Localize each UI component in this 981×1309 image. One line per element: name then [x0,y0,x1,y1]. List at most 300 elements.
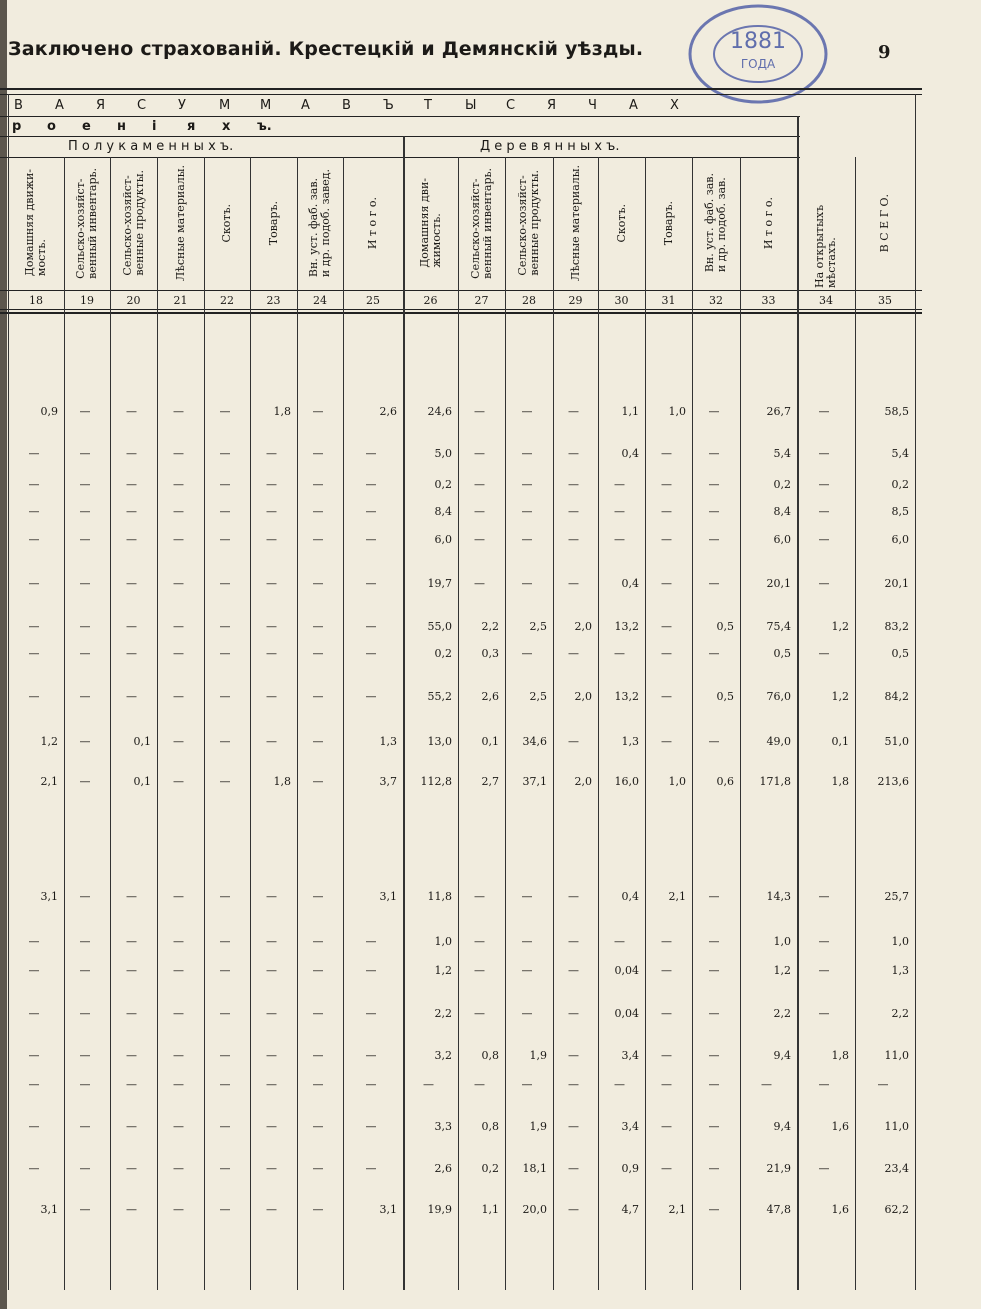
table-cell: 1,8 [831,1049,849,1062]
table-cell: — [79,1049,91,1062]
table-cell: — [28,577,40,590]
table-cell: 1,0 [434,935,452,948]
table-cell: 2,0 [574,620,592,633]
table-cell: — [126,1049,137,1062]
table-cell: — [661,478,672,491]
column-header-label: Домашняя движи- мость. [23,169,48,277]
column-divider [297,157,298,1290]
table-cell: — [661,647,672,660]
table-cell: 3,2 [434,1049,452,1062]
table-cell: — [661,735,672,748]
header-banner-letter: Я [547,98,557,113]
table-cell: — [173,1203,184,1216]
table-cell: 3,1 [40,890,58,903]
column-divider [403,136,405,1290]
column-number: 22 [220,294,234,307]
column-header-28 [505,158,553,288]
table-cell: — [28,935,40,948]
table-cell: — [312,1049,324,1062]
table-cell: — [173,735,184,748]
table-cell: — [661,447,672,460]
column-header-label: Скотъ. [220,203,233,243]
table-cell: — [28,533,40,546]
table-cell: — [661,1049,672,1062]
table-cell: — [365,1007,377,1020]
table-cell: — [708,890,720,903]
table-cell: 1,2 [773,964,791,977]
table-cell: — [266,1049,277,1062]
column-divider [157,157,158,1290]
table-rule [0,94,922,95]
column-number: 25 [366,294,380,307]
table-cell: — [126,478,137,491]
table-cell: — [423,1078,434,1091]
header-banner-letter: В [342,98,351,113]
table-cell: 20,1 [884,577,909,590]
table-cell: 0,5 [773,647,791,660]
column-header-label: И т о г о. [366,196,379,250]
table-cell: — [219,505,231,518]
table-cell: — [568,405,579,418]
column-header-19 [64,158,110,288]
table-cell: — [568,1203,579,1216]
table-cell: — [708,405,720,418]
table-cell: — [521,1007,533,1020]
column-divider [645,157,646,1290]
column-header-label: И т о г о. [761,196,775,250]
table-cell: 4,7 [621,1203,639,1216]
header-banner-letter: р [12,119,22,134]
table-cell: — [661,577,672,590]
column-number: 21 [173,294,188,307]
table-cell: 1,3 [621,735,639,748]
table-cell: 0,5 [716,620,734,633]
table-cell: 0,1 [133,735,151,748]
table-cell: — [173,533,184,546]
table-cell: — [365,647,377,660]
column-number: 33 [761,294,776,307]
table-cell: 20,1 [766,577,791,590]
table-cell: — [661,1120,672,1133]
column-header-label: Товаръ. [266,200,280,246]
table-cell: — [79,577,91,590]
header-banner-letter: о [47,119,56,134]
stamp-year: 1881 [730,29,786,54]
table-cell: 6,0 [891,533,909,546]
column-number: 23 [266,294,281,307]
table-cell: — [818,505,830,518]
table-cell: — [173,405,184,418]
header-banner-letter: М [260,98,272,113]
table-cell: 3,4 [621,1049,639,1062]
table-cell: 9,4 [773,1120,791,1133]
table-cell: — [126,1162,137,1175]
table-cell: — [474,478,485,491]
table-cell: — [312,1120,324,1133]
table-cell: — [79,505,91,518]
table-cell: — [365,1078,377,1091]
table-cell: 3,1 [40,1203,58,1216]
table-cell: — [661,1007,672,1020]
header-banner-letter: У [178,98,186,113]
table-cell: — [173,1078,184,1091]
table-cell: — [79,620,91,633]
table-cell: — [79,890,91,903]
table-cell: — [708,478,720,491]
table-cell: 1,0 [668,775,686,788]
table-cell: — [266,1203,277,1216]
column-number: 31 [661,294,676,307]
table-cell: — [173,620,184,633]
table-cell: — [312,775,324,788]
table-cell: 83,2 [884,620,909,633]
header-banner-letter: ъ. [257,119,272,134]
table-cell: — [266,577,277,590]
table-cell: — [79,1078,91,1091]
column-number: 32 [709,294,723,307]
table-cell: — [79,478,91,491]
table-cell: — [521,533,533,546]
table-cell: 8,4 [773,505,791,518]
table-cell: 21,9 [766,1162,791,1175]
table-cell: — [173,647,184,660]
table-cell: — [28,478,40,491]
table-cell: — [661,505,672,518]
table-cell: 11,0 [884,1049,909,1062]
column-divider [64,157,65,1290]
column-header-25 [343,158,403,288]
table-rule [0,290,922,291]
table-cell: — [28,1049,40,1062]
table-cell: 18,1 [522,1162,547,1175]
column-header-label: Сельско-хозяйст- венный инвентарь. [468,167,494,279]
table-cell: — [312,405,324,418]
table-cell: — [266,735,277,748]
table-cell: — [474,447,485,460]
table-cell: — [818,577,830,590]
table-cell: — [126,1203,137,1216]
table-cell: 84,2 [884,690,909,703]
table-cell: — [126,964,137,977]
table-cell: 14,3 [766,890,791,903]
table-cell: — [173,935,184,948]
table-cell: — [312,1203,324,1216]
table-cell: 5,4 [773,447,791,460]
table-cell: 3,3 [434,1120,452,1133]
table-cell: — [126,620,137,633]
header-banner-letter: А [301,98,310,113]
header-banner-letter: А [55,98,64,113]
table-cell: — [568,890,579,903]
header-banner-letter: М [219,98,231,113]
column-header-label: В С Е Г О. [878,193,891,253]
table-cell: — [521,505,533,518]
table-cell: 20,0 [522,1203,547,1216]
table-cell: — [818,447,830,460]
table-cell: 23,4 [884,1162,909,1175]
table-cell: — [708,577,720,590]
table-cell: — [312,577,324,590]
header-banner-letter: Т [424,98,432,113]
table-cell: — [474,890,485,903]
table-cell: — [521,647,533,660]
table-cell: — [521,405,533,418]
column-header-21 [157,158,204,288]
table-cell: 0,2 [434,647,452,660]
table-cell: — [568,533,579,546]
table-cell: — [79,775,91,788]
table-cell: — [28,505,40,518]
table-cell: — [219,775,231,788]
column-number: 24 [313,294,327,307]
table-cell: — [219,447,231,460]
table-cell: — [28,1120,40,1133]
table-cell: — [126,1120,137,1133]
table-cell: 0,5 [891,647,909,660]
table-cell: 5,0 [434,447,452,460]
table-cell: 9,4 [773,1049,791,1062]
table-cell: — [365,505,377,518]
table-cell: — [568,935,579,948]
table-cell: — [818,647,830,660]
header-banner-letter: е [82,119,91,134]
table-cell: 8,5 [891,505,909,518]
table-cell: 3,1 [379,1203,397,1216]
table-cell: — [708,1120,720,1133]
table-cell: — [818,1162,830,1175]
header-banner-letter: і [152,119,157,134]
header-banner-letter: Х [670,98,679,113]
table-cell: 8,4 [434,505,452,518]
column-divider [110,157,111,1290]
table-rule [0,136,800,137]
table-cell: 26,7 [766,405,791,418]
table-cell: 0,5 [716,690,734,703]
table-cell: 112,8 [420,775,452,788]
column-header-label: Сельско-хозяйст- венный инвентарь. [74,167,99,279]
table-cell: 75,4 [766,620,791,633]
table-cell: 76,0 [766,690,791,703]
table-cell: 0,4 [621,890,639,903]
table-cell: 2,1 [40,775,58,788]
table-cell: — [173,1007,184,1020]
table-cell: — [79,964,91,977]
table-cell: 1,1 [481,1203,499,1216]
table-cell: — [173,577,184,590]
table-cell: — [708,964,720,977]
table-cell: — [568,1007,579,1020]
table-cell: — [219,478,231,491]
table-cell: — [365,620,377,633]
table-cell: 0,9 [40,405,58,418]
column-divider [692,157,693,1290]
table-cell: — [365,1162,377,1175]
table-cell: — [28,620,40,633]
table-cell: — [661,620,672,633]
table-cell: — [79,647,91,660]
table-cell: — [312,1078,324,1091]
table-cell: 0,8 [481,1049,499,1062]
table-cell: — [173,505,184,518]
group-label-wooden: Д е р е в я н н ы х ъ. [480,139,620,154]
table-cell: — [661,690,672,703]
table-cell: 3,4 [621,1120,639,1133]
table-cell: 171,8 [759,775,791,788]
table-cell: 1,6 [831,1120,849,1133]
table-cell: — [474,533,485,546]
table-cell: — [79,1007,91,1020]
column-number: 28 [522,294,536,307]
column-header-35 [855,158,915,288]
table-cell: — [126,647,137,660]
table-cell: 11,0 [884,1120,909,1133]
table-cell: — [28,1078,40,1091]
table-cell: — [219,1203,231,1216]
table-cell: 1,6 [831,1203,849,1216]
table-cell: — [661,964,672,977]
table-cell: 1,2 [434,964,452,977]
column-number: 29 [568,294,583,307]
table-cell: — [126,890,137,903]
table-cell: 2,1 [668,890,686,903]
header-banner-letter: я [187,119,196,134]
table-cell: — [79,1203,91,1216]
table-cell: — [474,405,485,418]
table-cell: 19,9 [427,1203,452,1216]
header-banner-letter: Я [96,98,106,113]
table-cell: — [521,577,533,590]
table-cell: — [266,447,277,460]
library-stamp-icon [686,2,831,112]
table-cell: — [365,690,377,703]
column-header-label: Скотъ. [614,203,628,243]
table-cell: — [521,890,533,903]
column-header-31 [645,158,692,288]
table-cell: — [219,890,231,903]
table-cell: — [708,935,720,948]
table-cell: 24,6 [427,405,452,418]
column-divider [553,157,554,1290]
table-cell: — [568,647,579,660]
table-cell: 1,3 [891,964,909,977]
table-cell: — [28,647,40,660]
table-cell: — [219,1049,231,1062]
table-cell: — [312,935,324,948]
table-cell: — [708,447,720,460]
table-cell: — [312,647,324,660]
header-banner-letter: Ы [465,98,477,113]
column-number: 35 [878,294,892,307]
column-header-32 [692,158,740,288]
table-cell: 1,0 [773,935,791,948]
table-cell: — [818,405,830,418]
table-cell: 0,1 [831,735,849,748]
table-cell: 1,8 [273,405,291,418]
header-banner-letter: В [14,98,23,113]
table-cell: — [818,533,830,546]
table-cell: — [126,533,137,546]
table-cell: — [219,964,231,977]
table-cell: — [568,1078,579,1091]
table-cell: — [818,1007,830,1020]
table-cell: — [312,478,324,491]
table-cell: 2,5 [529,620,547,633]
column-header-label: Вн. уст. фаб. зав. и др. подоб. завед. [307,168,332,278]
table-cell: — [312,1162,324,1175]
column-header-label: На открытыхъ мѣстахъ. [813,204,838,288]
table-cell: 34,6 [522,735,547,748]
table-cell: — [708,505,720,518]
table-cell: — [28,964,40,977]
table-cell: 0,2 [891,478,909,491]
table-cell: — [312,690,324,703]
column-number: 18 [29,294,43,307]
table-cell: 0,04 [614,1007,639,1020]
table-cell: — [266,620,277,633]
table-cell: — [521,964,533,977]
page-title: Заключено страхованій. Крестецкій и Демянскій уѣзды. [8,38,644,60]
page-binding-edge [0,0,7,1309]
table-cell: — [79,405,91,418]
column-number: 20 [126,294,141,307]
table-cell: — [312,533,324,546]
table-cell: — [365,964,377,977]
table-cell: — [126,577,137,590]
column-number: 19 [80,294,94,307]
table-cell: — [708,1049,720,1062]
column-number: 27 [474,294,489,307]
table-cell: — [521,1078,533,1091]
header-banner-letter: н [117,119,126,134]
table-cell: 2,6 [379,405,397,418]
table-cell: — [126,1078,137,1091]
table-cell: — [28,690,40,703]
table-rule [0,116,800,117]
table-cell: 0,2 [434,478,452,491]
table-cell: — [266,505,277,518]
table-cell: — [708,647,720,660]
column-header-34 [797,158,855,288]
column-divider [855,157,856,1290]
table-cell: — [365,1120,377,1133]
table-cell: — [761,1078,772,1091]
table-cell: — [219,533,231,546]
table-cell: 3,7 [379,775,397,788]
table-cell: — [568,505,579,518]
table-rule [0,309,922,310]
table-cell: 2,0 [574,775,592,788]
table-cell: — [266,478,277,491]
table-cell: — [266,647,277,660]
page-number: 9 [878,42,891,63]
table-cell: — [614,1078,625,1091]
table-cell: — [568,735,579,748]
group-label-stone: П о л у к а м е н н ы х ъ. [68,139,234,154]
table-cell: — [219,1162,231,1175]
table-cell: 1,8 [831,775,849,788]
table-cell: — [614,505,625,518]
table-cell: 6,0 [434,533,452,546]
table-cell: — [173,1120,184,1133]
table-cell: — [818,890,830,903]
table-cell: — [219,735,231,748]
table-cell: 0,4 [621,447,639,460]
column-header-30 [598,158,645,288]
table-cell: 0,6 [716,775,734,788]
table-cell: — [568,1120,579,1133]
table-cell: 0,3 [481,647,499,660]
table-cell: 0,2 [481,1162,499,1175]
